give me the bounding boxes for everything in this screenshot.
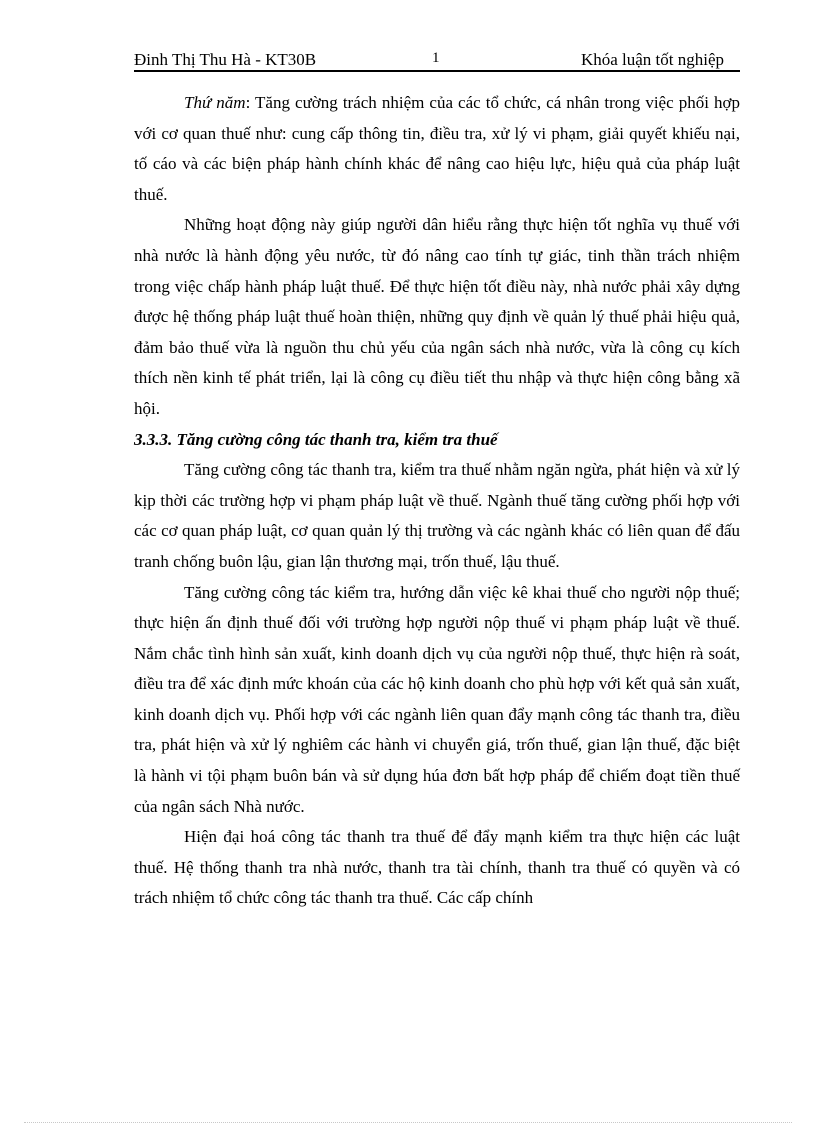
document-body — [134, 88, 740, 914]
page-number: 1 — [432, 50, 440, 66]
section-heading: 3.3.3. Tăng cường công tác thanh tra, kiểm tra thuế — [134, 429, 498, 449]
paragraph-2: Những hoạt động này giúp người dân hiểu rằng thực hiện tốt nghĩa vụ thuế với nhà nước là hành động yêu nước, từ đó nâng cao tính tự giác, tinh thần trách nhiệm trong việc chấp hành pháp luật thuế. Để thực hiện tốt điều này, nhà nước phải xây dựng được hệ thống pháp luật thuế hoàn thiện, những quy định về quản lý thuế phải hiệu quả, đảm bảo thuế vừa là nguồn thu chủ yếu của ngân sách nhà nước, vừa là công cụ kích thích nền kinh tế phát triển, lại là công cụ điều tiết thu nhập và thực hiện công bằng xã hội. — [134, 215, 740, 418]
paragraph-5: Hiện đại hoá công tác thanh tra thuế để đẩy mạnh kiểm tra thực hiện các luật thuế. Hệ thống thanh tra nhà nước, thanh tra tài chính, thanh tra thuế có quyền và có trách nhiệm tổ chức công tác thanh tra thuế. Các cấp chính — [134, 827, 740, 908]
header-author: Đinh Thị Thu Hà - KT30B — [134, 50, 317, 69]
paragraph-3: Tăng cường công tác thanh tra, kiểm tra thuế nhằm ngăn ngừa, phát hiện và xử lý kịp thời các trường hợp vi phạm pháp luật về thuế. Ngành thuế tăng cường phối hợp với các cơ quan pháp luật, cơ quan quản lý thị trường và các ngành khác có liên quan để đấu tranh chống buôn lậu, gian lận thương mại, trốn thuế, lậu thuế. — [134, 460, 740, 571]
paragraph-4: Tăng cường công tác kiểm tra, hướng dẫn việc kê khai thuế cho người nộp thuế; thực hiện ấn định thuế đối với trường hợp người nộp thuế vi phạm pháp luật về thuế. Nắm chắc tình hình sản xuất, kinh doanh dịch vụ của người nộp thuế, thực hiện rà soát, điều tra để xác định mức khoán của các hộ kinh doanh cho phù hợp với kết quả sản xuất, kinh doanh dịch vụ. Phối hợp với các ngành liên quan đẩy mạnh công tác thanh tra, điều tra, phát hiện và xử lý nghiêm các hành vi chuyển giá, trốn thuế, gian lận thuế, đặc biệt là hành vi tội phạm buôn bán và sử dụng húa đơn bất hợp pháp để chiếm đoạt tiền thuế của ngân sách Nhà nước. — [134, 582, 740, 816]
paragraph-1 — [134, 88, 740, 210]
header-doc-type: Khóa luận tốt nghiệp — [580, 50, 724, 69]
paragraph-1-lead: Thứ năm — [184, 93, 246, 112]
paragraph-1-text: : Tăng cường trách nhiệm của các tổ chức, cá nhân trong việc phối hợp với cơ quan thuế như: cung cấp thông tin, điều tra, xử lý vi phạm, giải quyết khiếu nại, tố cáo và các biện pháp hành chính khác để nâng cao hiệu lực, hiệu quả của pháp luật thuế. — [134, 93, 740, 204]
page-header — [134, 48, 740, 72]
